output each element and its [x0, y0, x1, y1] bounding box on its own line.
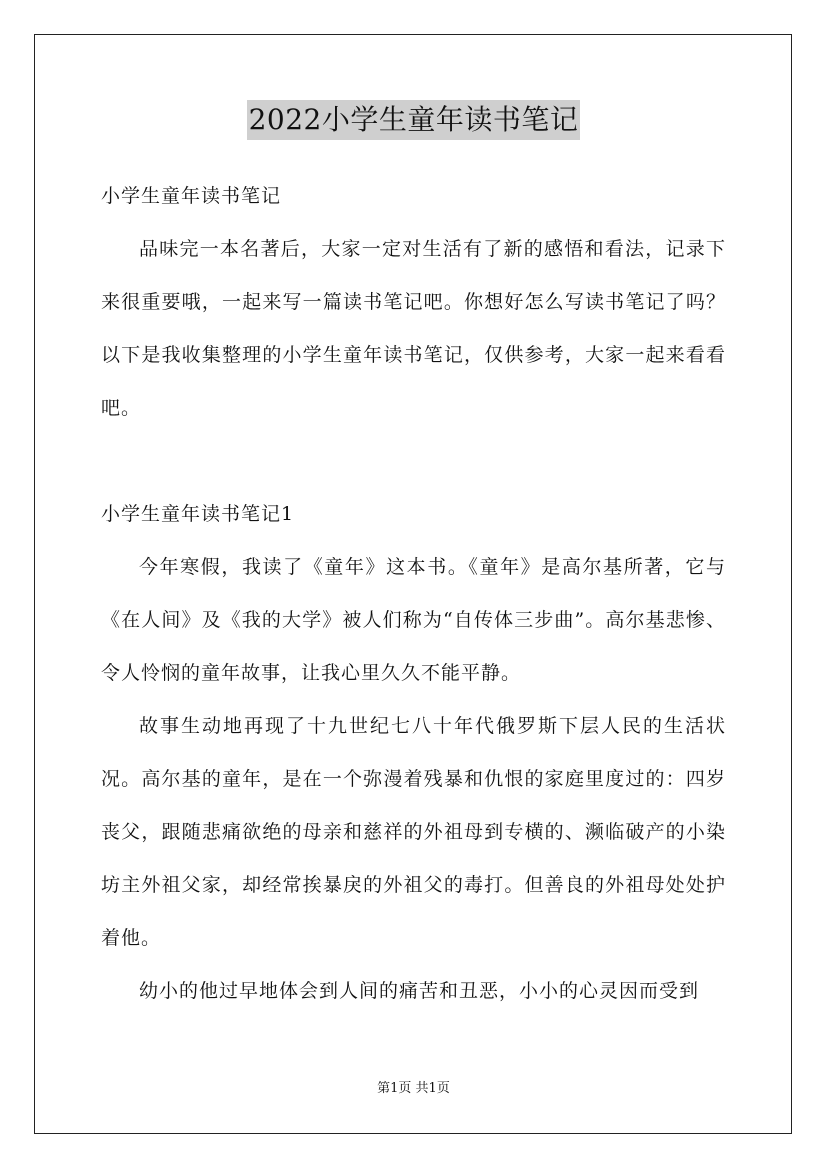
body-paragraph: 故事生动地再现了十九世纪七八十年代俄罗斯下层人民的生活状况。高尔基的童年，是在一个弥漫着残暴和仇恨的家庭里度过的：四岁丧父，跟随悲痛欲绝的母亲和慈祥的外祖母到专横的、濒临破产的小染坊主外祖父家，却经常挨暴戾的外祖父的毒打。但善良的外祖母处处护着他。	[101, 715, 726, 949]
document-body	[101, 170, 726, 1018]
body-paragraph: 今年寒假，我读了《童年》这本书。《童年》是高尔基所著，它与《在人间》及《我的大学》被人们称为“自传体三步曲”。高尔基悲惨、令人怜悯的童年故事，让我心里久久不能平静。	[101, 556, 726, 684]
section-spacer	[101, 435, 726, 488]
title-container	[0, 100, 827, 140]
section-heading: 小学生童年读书笔记1	[101, 503, 295, 525]
intro-heading: 小学生童年读书笔记	[101, 185, 282, 207]
document-title: 2022小学生童年读书笔记	[247, 100, 581, 140]
page-footer: 第1页 共1页	[377, 1081, 450, 1096]
intro-paragraph: 品味完一本名著后，大家一定对生活有了新的感悟和看法，记录下来很重要哦，一起来写一篇读书笔记吧。你想好怎么写读书笔记了吗？以下是我收集整理的小学生童年读书笔记，仅供参考，大家一起来看看吧。	[101, 238, 726, 419]
body-paragraph: 幼小的他过早地体会到人间的痛苦和丑恶，小小的心灵因而受到	[139, 980, 700, 1002]
